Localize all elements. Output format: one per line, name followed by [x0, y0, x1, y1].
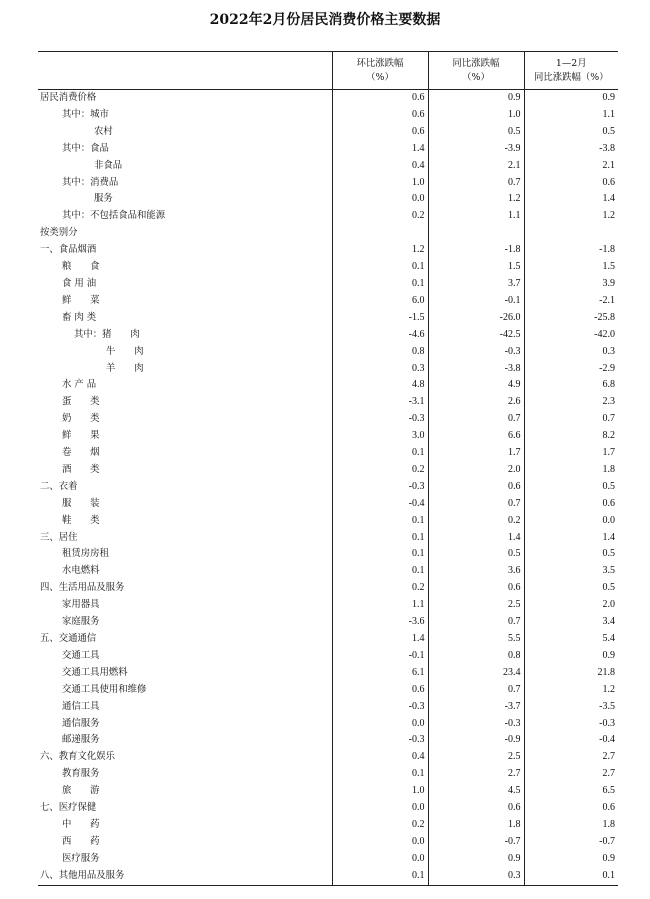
table-row — [38, 293, 618, 310]
mom-value: -1.5 — [332, 310, 428, 327]
mom-value: -0.3 — [332, 699, 428, 716]
table-row — [38, 513, 618, 530]
yoy-value: 3.6 — [428, 563, 524, 580]
yoy-value: -0.7 — [428, 834, 524, 851]
table-row — [38, 817, 618, 834]
mom-value: 0.1 — [332, 445, 428, 462]
ytd-value: 1.8 — [524, 462, 618, 479]
ytd-value: -42.0 — [524, 327, 618, 344]
ytd-value: 1.7 — [524, 445, 618, 462]
header-mom-line2: （%） — [366, 71, 394, 83]
yoy-value: 0.9 — [428, 90, 524, 107]
ytd-value: 3.9 — [524, 276, 618, 293]
yoy-value: -3.8 — [428, 361, 524, 378]
row-label: 其中：城市 — [62, 108, 109, 120]
yoy-value: 1.2 — [428, 191, 524, 208]
ytd-value: 1.8 — [524, 817, 618, 834]
mom-value: 0.1 — [332, 259, 428, 276]
mom-value: 0.6 — [332, 107, 428, 124]
ytd-value: 2.3 — [524, 394, 618, 411]
table-row — [38, 682, 618, 699]
mom-value: 4.8 — [332, 377, 428, 394]
row-label: 一、食品烟酒 — [40, 244, 97, 256]
mom-value: 1.1 — [332, 597, 428, 614]
ytd-value: 2.1 — [524, 158, 618, 175]
yoy-value: 2.5 — [428, 597, 524, 614]
mom-value: 0.1 — [332, 766, 428, 783]
ytd-value: 3.4 — [524, 614, 618, 631]
table-row — [38, 428, 618, 445]
table-row — [38, 868, 618, 885]
yoy-value: 4.9 — [428, 377, 524, 394]
mom-value: -0.3 — [332, 479, 428, 496]
row-label: 酒 类 — [62, 463, 100, 475]
mom-value: 0.0 — [332, 716, 428, 733]
table-row — [38, 141, 618, 158]
table-body — [38, 90, 618, 886]
ytd-value: 0.5 — [524, 580, 618, 597]
mom-value: 0.6 — [332, 682, 428, 699]
table-row — [38, 648, 618, 665]
mom-value: -0.3 — [332, 411, 428, 428]
table-row — [38, 124, 618, 141]
mom-value: 0.1 — [332, 530, 428, 547]
row-label: 蛋 类 — [62, 396, 100, 408]
yoy-value: -42.5 — [428, 327, 524, 344]
ytd-value: -25.8 — [524, 310, 618, 327]
row-label: 五、交通通信 — [40, 633, 97, 644]
table-row — [38, 377, 618, 394]
table-row — [38, 546, 618, 563]
ytd-value: 0.6 — [524, 175, 618, 192]
row-label: 七、医疗保健 — [40, 802, 97, 814]
ytd-value: -2.1 — [524, 293, 618, 310]
table-row — [38, 242, 618, 259]
ytd-value: 1.4 — [524, 530, 618, 547]
row-label: 按类别分 — [40, 227, 78, 239]
row-label: 八、其他用品及服务 — [38, 868, 332, 885]
header-ytd — [524, 52, 618, 90]
yoy-value: -0.1 — [428, 293, 524, 310]
yoy-value: 0.7 — [428, 496, 524, 513]
mom-value: 0.1 — [332, 868, 428, 885]
row-label: 其中：猪 肉 — [74, 328, 140, 340]
table-row — [38, 732, 618, 749]
ytd-value: 1.2 — [524, 682, 618, 699]
mom-value: 6.1 — [332, 665, 428, 682]
ytd-value: 0.6 — [524, 496, 618, 513]
ytd-value: 0.3 — [524, 344, 618, 361]
table-row — [38, 716, 618, 733]
yoy-value: 0.9 — [428, 851, 524, 868]
ytd-value: 0.9 — [524, 90, 618, 107]
yoy-value: -3.9 — [428, 141, 524, 158]
mom-value — [332, 225, 428, 242]
row-label: 鲜 果 — [62, 430, 100, 442]
row-label: 畜 肉 类 — [62, 311, 97, 323]
row-label: 教育服务 — [62, 768, 100, 780]
table-row — [38, 310, 618, 327]
ytd-value: 6.8 — [524, 377, 618, 394]
table-row — [38, 851, 618, 868]
yoy-value: 2.6 — [428, 394, 524, 411]
yoy-value: 0.7 — [428, 614, 524, 631]
row-label: 交通工具使用和维修 — [62, 683, 147, 695]
table-row — [38, 394, 618, 411]
row-label: 邮递服务 — [62, 734, 100, 746]
mom-value: 1.0 — [332, 783, 428, 800]
mom-value: 0.1 — [332, 513, 428, 530]
yoy-value: 0.7 — [428, 175, 524, 192]
yoy-value: 0.6 — [428, 479, 524, 496]
yoy-value: 1.7 — [428, 445, 524, 462]
ytd-value: -3.8 — [524, 141, 618, 158]
ytd-value: 0.5 — [524, 546, 618, 563]
yoy-value: -3.7 — [428, 699, 524, 716]
table-row — [38, 631, 618, 648]
table-row — [38, 158, 618, 175]
ytd-value: 0.5 — [524, 479, 618, 496]
yoy-value: 0.3 — [428, 868, 524, 885]
row-label: 租赁房房租 — [62, 548, 109, 560]
row-label: 鞋 类 — [62, 514, 100, 526]
row-label: 家庭服务 — [62, 616, 100, 628]
yoy-value: 0.7 — [428, 682, 524, 699]
yoy-value: 1.8 — [428, 817, 524, 834]
table-row — [38, 749, 618, 766]
ytd-value: -1.8 — [524, 242, 618, 259]
header-mom — [332, 52, 428, 90]
yoy-value: 1.4 — [428, 530, 524, 547]
row-label: 通信工具 — [62, 700, 100, 712]
row-label: 交通工具用燃料 — [62, 666, 128, 678]
yoy-value: 0.5 — [428, 124, 524, 141]
row-label: 二、衣着 — [40, 480, 78, 492]
row-label: 农村 — [94, 125, 113, 137]
ytd-value: 0.7 — [524, 411, 618, 428]
row-label: 鲜 菜 — [62, 294, 100, 306]
ytd-value: 2.7 — [524, 766, 618, 783]
ytd-value: -2.9 — [524, 361, 618, 378]
ytd-value: -0.7 — [524, 834, 618, 851]
yoy-value: 0.8 — [428, 648, 524, 665]
ytd-value: -3.5 — [524, 699, 618, 716]
mom-value: 1.4 — [332, 141, 428, 158]
table-row — [38, 276, 618, 293]
mom-value: 0.1 — [332, 276, 428, 293]
mom-value: -3.1 — [332, 394, 428, 411]
row-label: 水电燃料 — [62, 565, 100, 577]
mom-value: 1.0 — [332, 175, 428, 192]
table-row — [38, 462, 618, 479]
yoy-value: -0.3 — [428, 344, 524, 361]
table-row — [38, 665, 618, 682]
yoy-value: 3.7 — [428, 276, 524, 293]
mom-value: -4.6 — [332, 327, 428, 344]
yoy-value: -1.8 — [428, 242, 524, 259]
ytd-value: 1.1 — [524, 107, 618, 124]
row-label: 六、教育文化娱乐 — [40, 751, 116, 763]
page-title: 2022年2月份居民消费价格主要数据 — [209, 12, 441, 28]
mom-value: 6.0 — [332, 293, 428, 310]
mom-value: 0.0 — [332, 834, 428, 851]
yoy-value: 2.0 — [428, 462, 524, 479]
row-label: 其中：不包括食品和能源 — [62, 210, 166, 222]
table-row — [38, 766, 618, 783]
table-row — [38, 191, 618, 208]
yoy-value: 0.2 — [428, 513, 524, 530]
row-label: 交通工具 — [62, 649, 100, 661]
ytd-value: -0.3 — [524, 716, 618, 733]
yoy-value: 0.5 — [428, 546, 524, 563]
row-label: 旅 游 — [62, 785, 100, 797]
header-yoy — [428, 52, 524, 90]
mom-value: 0.0 — [332, 851, 428, 868]
row-label: 医疗服务 — [62, 852, 100, 864]
table-row — [38, 783, 618, 800]
mom-value: 3.0 — [332, 428, 428, 445]
ytd-value — [524, 225, 618, 242]
table-row — [38, 327, 618, 344]
ytd-value: 1.4 — [524, 191, 618, 208]
table-row — [38, 225, 618, 242]
row-label: 牛 肉 — [106, 345, 144, 357]
yoy-value: 1.5 — [428, 259, 524, 276]
table-row — [38, 411, 618, 428]
yoy-value: 5.5 — [428, 631, 524, 648]
ytd-value: 0.6 — [524, 800, 618, 817]
row-label: 西 药 — [62, 835, 100, 847]
row-label: 其中：消费品 — [62, 176, 119, 188]
row-label: 其中：食品 — [62, 142, 109, 154]
mom-value: 0.2 — [332, 817, 428, 834]
yoy-value: -0.3 — [428, 716, 524, 733]
mom-value: 0.0 — [332, 800, 428, 817]
row-label: 三、居住 — [40, 531, 78, 543]
mom-value: 0.4 — [332, 749, 428, 766]
row-label: 水 产 品 — [62, 379, 97, 391]
table-row — [38, 479, 618, 496]
table-row — [38, 90, 618, 107]
mom-value: 0.6 — [332, 124, 428, 141]
yoy-value: 1.0 — [428, 107, 524, 124]
yoy-value: 6.6 — [428, 428, 524, 445]
yoy-value: 2.1 — [428, 158, 524, 175]
mom-value: 1.2 — [332, 242, 428, 259]
row-label: 食 用 油 — [62, 277, 97, 289]
yoy-value: 2.5 — [428, 749, 524, 766]
table-row — [38, 496, 618, 513]
mom-value: 0.6 — [332, 90, 428, 107]
ytd-value: 3.5 — [524, 563, 618, 580]
row-label: 羊 肉 — [106, 362, 144, 374]
table-row — [38, 208, 618, 225]
row-label: 中 药 — [62, 818, 100, 830]
row-label: 粮 食 — [62, 261, 100, 273]
ytd-value: 2.0 — [524, 597, 618, 614]
ytd-value: 0.1 — [524, 868, 618, 885]
mom-value: 0.4 — [332, 158, 428, 175]
ytd-value: 0.9 — [524, 648, 618, 665]
yoy-value: 4.5 — [428, 783, 524, 800]
yoy-value: -0.9 — [428, 732, 524, 749]
row-label: 非食品 — [94, 159, 123, 171]
table-row — [38, 530, 618, 547]
header-ytd-line2: 同比涨跌幅（%） — [533, 71, 609, 83]
mom-value: -0.1 — [332, 648, 428, 665]
ytd-value: 0.0 — [524, 513, 618, 530]
ytd-value: 0.9 — [524, 851, 618, 868]
table-row — [38, 580, 618, 597]
row-label: 居民消费价格 — [40, 92, 97, 103]
header-mom-line1: 环比涨跌幅 — [356, 57, 404, 69]
mom-value: -3.6 — [332, 614, 428, 631]
header-item-column — [38, 52, 332, 90]
yoy-value: 23.4 — [428, 665, 524, 682]
table-row — [38, 563, 618, 580]
mom-value: 0.2 — [332, 462, 428, 479]
ytd-value: 1.5 — [524, 259, 618, 276]
ytd-value: 6.5 — [524, 783, 618, 800]
mom-value: 0.2 — [332, 580, 428, 597]
yoy-value: 0.7 — [428, 411, 524, 428]
ytd-value: 2.7 — [524, 749, 618, 766]
table-row — [38, 834, 618, 851]
mom-value: 1.4 — [332, 631, 428, 648]
yoy-value: -26.0 — [428, 310, 524, 327]
mom-value: 0.2 — [332, 208, 428, 225]
table-row — [38, 699, 618, 716]
mom-value: 0.1 — [332, 563, 428, 580]
yoy-value: 0.6 — [428, 580, 524, 597]
row-label: 家用器具 — [62, 599, 100, 611]
yoy-value — [428, 225, 524, 242]
table-row — [38, 361, 618, 378]
table-row — [38, 800, 618, 817]
table-row — [38, 259, 618, 276]
mom-value: 0.8 — [332, 344, 428, 361]
ytd-value: 1.2 — [524, 208, 618, 225]
table-row — [38, 107, 618, 124]
yoy-value: 2.7 — [428, 766, 524, 783]
yoy-value: 1.1 — [428, 208, 524, 225]
ytd-value: 5.4 — [524, 631, 618, 648]
ytd-value: -0.4 — [524, 732, 618, 749]
ytd-value: 8.2 — [524, 428, 618, 445]
table-row — [38, 597, 618, 614]
header-yoy-line2: （%） — [462, 71, 490, 83]
table-row — [38, 614, 618, 631]
row-label: 服 装 — [62, 497, 100, 509]
table-row — [38, 445, 618, 462]
header-yoy-line1: 同比涨跌幅 — [452, 57, 500, 69]
mom-value: 0.0 — [332, 191, 428, 208]
row-label: 通信服务 — [62, 717, 100, 729]
mom-value: -0.3 — [332, 732, 428, 749]
row-label: 四、生活用品及服务 — [40, 582, 125, 594]
row-label: 奶 类 — [62, 413, 100, 425]
mom-value: -0.4 — [332, 496, 428, 513]
header-ytd-line1: 1—2月 — [555, 57, 587, 69]
cpi-table — [38, 51, 618, 886]
row-label: 卷 烟 — [62, 447, 100, 459]
yoy-value: 0.6 — [428, 800, 524, 817]
ytd-value: 0.5 — [524, 124, 618, 141]
mom-value: 0.3 — [332, 361, 428, 378]
table-row — [38, 175, 618, 192]
ytd-value: 21.8 — [524, 665, 618, 682]
row-label: 服务 — [94, 193, 113, 205]
table-header — [38, 52, 618, 90]
mom-value: 0.1 — [332, 546, 428, 563]
table-row — [38, 344, 618, 361]
